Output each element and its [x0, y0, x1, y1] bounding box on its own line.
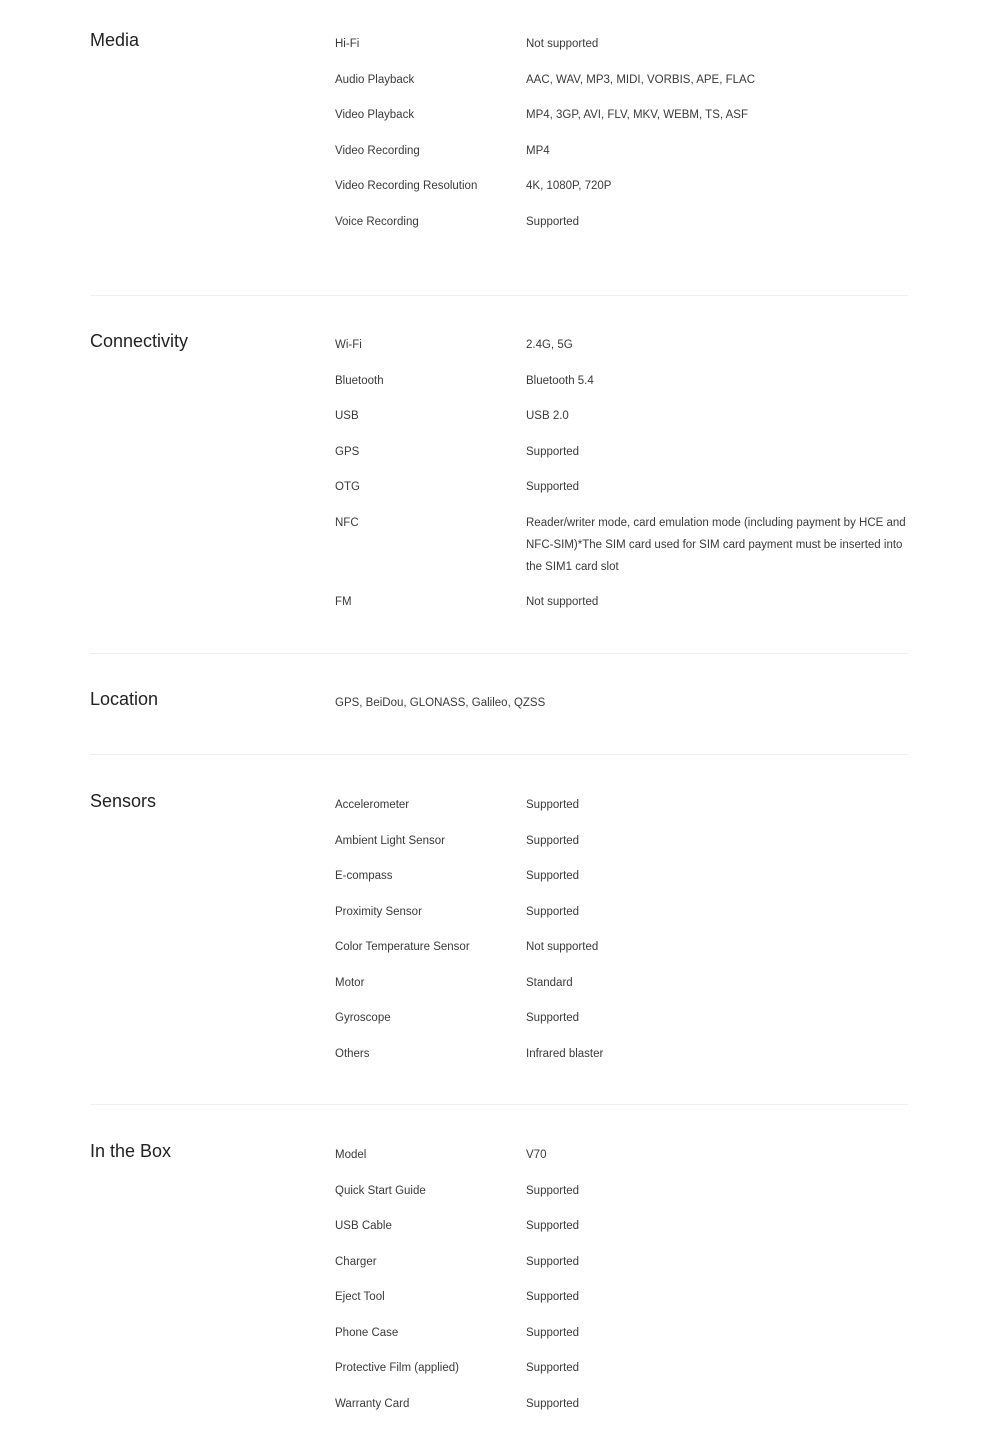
spec-row [335, 1393, 908, 1415]
spec-row [335, 1180, 908, 1202]
spec-key: Color Temperature Sensor [335, 941, 470, 953]
spec-key: Proximity Sensor [335, 905, 422, 918]
spec-value: Standard [526, 976, 573, 989]
spec-row [335, 901, 908, 923]
spec-row [335, 936, 908, 958]
spec-value: Supported [526, 1291, 580, 1303]
spec-value: AAC, WAV, MP3, MIDI, VORBIS, APE, FLAC [526, 73, 755, 86]
spec-row [335, 104, 908, 126]
spec-key: Quick Start Guide [335, 1184, 426, 1197]
spec-key: GPS [335, 445, 360, 458]
section-divider [90, 653, 908, 654]
spec-key: Motor [335, 976, 365, 989]
spec-key: Video Playback [335, 109, 415, 121]
spec-row [335, 1043, 908, 1065]
spec-value: Supported [526, 1012, 580, 1024]
spec-value: USB 2.0 [526, 410, 569, 422]
spec-value: Supported [526, 1326, 580, 1339]
spec-row [335, 334, 908, 356]
spec-key: OTG [335, 481, 360, 493]
spec-value: Supported [526, 799, 580, 811]
spec-value: 4K, 1080P, 720P [526, 180, 612, 192]
spec-value: Bluetooth 5.4 [526, 374, 594, 387]
spec-key: Bluetooth [335, 374, 384, 387]
spec-key: Protective Film (applied) [335, 1362, 459, 1374]
spec-rows [335, 334, 908, 627]
location-value: GPS, BeiDou, GLONASS, Galileo, QZSS [335, 697, 546, 709]
spec-key: Wi-Fi [335, 339, 362, 351]
spec-value: Supported [526, 1220, 580, 1232]
spec-value: MP4 [526, 144, 550, 157]
spec-value: Supported [526, 1362, 580, 1374]
section-title: In the Box [90, 1141, 172, 1161]
spec-key: E-compass [335, 870, 393, 882]
spec-value: Supported [526, 1255, 580, 1268]
spec-key: Video Recording [335, 144, 420, 157]
spec-rows [335, 33, 908, 246]
spec-key: Eject Tool [335, 1291, 385, 1303]
spec-key: USB Cable [335, 1220, 392, 1232]
spec-row [335, 476, 908, 498]
section-divider [90, 1104, 908, 1105]
spec-value: Supported [526, 215, 580, 228]
spec-key: Hi-Fi [335, 38, 360, 50]
spec-value: Not supported [526, 941, 599, 953]
spec-value: V70 [526, 1149, 547, 1161]
spec-row [335, 1007, 908, 1029]
spec-row [335, 972, 908, 994]
section-divider [90, 754, 908, 755]
spec-row [335, 1357, 908, 1379]
spec-row [335, 512, 908, 578]
spec-key: Others [335, 1047, 370, 1060]
spec-key: Charger [335, 1255, 377, 1268]
spec-value: Not supported [526, 38, 599, 50]
spec-key: Voice Recording [335, 215, 419, 228]
spec-value: Supported [526, 1184, 580, 1197]
section-title: Media [90, 30, 140, 50]
spec-row [335, 1215, 908, 1237]
spec-key: Gyroscope [335, 1012, 391, 1024]
spec-key: Model [335, 1149, 367, 1161]
spec-value: Supported [526, 870, 580, 882]
spec-value: Supported [526, 481, 580, 493]
spec-row [335, 140, 908, 162]
spec-rows [335, 794, 908, 1078]
spec-key: USB [335, 410, 359, 422]
spec-row [335, 591, 908, 613]
section-divider [90, 295, 908, 296]
spec-value: Supported [526, 445, 580, 458]
spec-row [335, 33, 908, 55]
section-title: Location [90, 689, 159, 709]
spec-value: Reader/writer mode, card emulation mode (including payment by HCE and NFC-SIM)*The SIM card used for SIM card payment must be inserted into the SIM1 card slot [526, 516, 906, 573]
spec-row [335, 211, 908, 233]
spec-row [335, 370, 908, 392]
spec-key: Phone Case [335, 1326, 399, 1339]
spec-rows [335, 1144, 908, 1428]
spec-value: Supported [526, 834, 580, 847]
spec-row [335, 865, 908, 887]
spec-row [335, 1144, 908, 1166]
section-title: Connectivity [90, 331, 189, 351]
spec-value: Supported [526, 1397, 580, 1410]
spec-value: 2.4G, 5G [526, 339, 573, 351]
spec-key: Warranty Card [335, 1397, 410, 1410]
spec-key: Ambient Light Sensor [335, 834, 445, 847]
spec-key: NFC [335, 516, 359, 529]
section-title: Sensors [90, 791, 157, 811]
spec-row [335, 405, 908, 427]
spec-value: MP4, 3GP, AVI, FLV, MKV, WEBM, TS, ASF [526, 109, 748, 121]
spec-value: Supported [526, 905, 580, 918]
spec-value: Infrared blaster [526, 1047, 604, 1060]
spec-row [335, 175, 908, 197]
spec-value: Not supported [526, 596, 599, 608]
spec-row [335, 1251, 908, 1273]
spec-row [335, 1286, 908, 1308]
spec-row [335, 830, 908, 852]
spec-row [335, 1322, 908, 1344]
spec-key: Accelerometer [335, 799, 410, 811]
spec-key: Video Recording Resolution [335, 180, 478, 192]
spec-row [335, 794, 908, 816]
spec-key: FM [335, 596, 352, 608]
spec-key: Audio Playback [335, 73, 415, 86]
spec-row [335, 69, 908, 91]
spec-row [335, 441, 908, 463]
